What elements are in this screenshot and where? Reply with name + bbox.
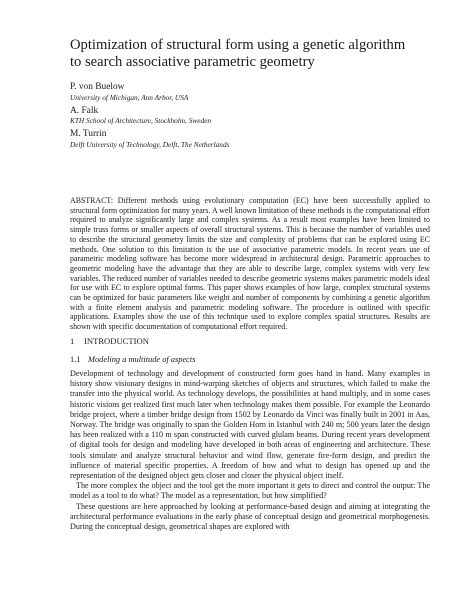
body-text [70,369,430,532]
abstract: ABSTRACT: Different methods using evolutionary computation (EC) have been successfully applied to structural form optimization for many years. A well known limitation of these methods is the computational effort required to analyze significantly large and complex systems. As a result most examples have been limited to simple truss forms or smaller aspects of overall structural systems. This is because the number of variables used to describe the structural geometry limits the size and complexity of problems that can be explored using EC methods. One solution to this limitation is the use of associative parametric models. In recent years use of parametric modeling software has become more widespread in architectural design. Parametric approaches to geometric modeling have the advantage that they are able to describe large, complex systems with very few variables. The reduced number of variables needed to describe geometric systems makes parametric models ideal for use with EC to explore optimal forms. This paper shows examples of how large, complex structural systems can be optimized for basic parameters like weight and number of components by combining a genetic algorithm with a finite element analysis and parametric modeling software. The procedure is outlined with specific applications. Examples show the use of this technique used to explore complex spatial structures. Results are shown with specific documentation of computational effort required. [70,196,430,332]
subsection-title: Modeling a multitude of aspects [88,355,196,364]
author-affiliation: Delft University of Technology, Delft, The Netherlands [70,140,230,149]
subsection-heading [70,355,195,364]
paper-title: Optimization of structural form using a genetic algorithm to search associative parametric geometry [70,37,406,70]
author-name: A. Falk [70,106,99,116]
paragraph: The more complex the object and the tool get the more important it gets to direct and control the output: The model as a tool to do what? The model as a representation, but how simplified? [70,481,430,501]
section-heading [70,336,149,346]
author-affiliation: KTH School of Architecture, Stockholm, Sweden [70,116,211,125]
paragraph: These questions are here approached by looking at performance-based design and aiming at integrating the architectural performance evaluations in the early phase of conceptual design and geometrical morphogenesis. During the conceptual design, geometrical shapes are explored with [70,501,430,532]
section-title: INTRODUCTION [84,336,149,346]
paragraph: Development of technology and development of constructed form goes hand in hand. Many examples in history show visionary designs in mind-warping sketches of objects and structures, which failed to make the transfer into the physical world. As technology develops, the possibilities at hand multiply, and in some cases historic visions get realized first much later when technology makes them possible. For example the Leonardo bridge project, where a timber bridge design from 1502 by Leonardo da Vinci was finally built in 2001 in Aas, Norway. The bridge was originally to span the Golden Horn in Istanbul with 240 m; 500 years later the design has been realized with a 110 m span constructed with curved glulam beams. During recent years development of digital tools for design and modeling have developed in both areas of engineering and architecture. These tools simulate and analyze structural behavior and wind flow, generate fire-form design, and predict the influence of material specific properties. A freedom of how and what to design has opened up and the representation of the designed object gets closer and closer the physical object itself. [70,369,430,481]
author-name: M. Turrin [70,129,107,139]
subsection-number: 1.1 [70,355,81,364]
section-number: 1 [70,336,75,346]
author-affiliation: University of Michigan, Ann Arbor, USA [70,93,189,102]
author-name: P. von Buelow [70,82,125,92]
